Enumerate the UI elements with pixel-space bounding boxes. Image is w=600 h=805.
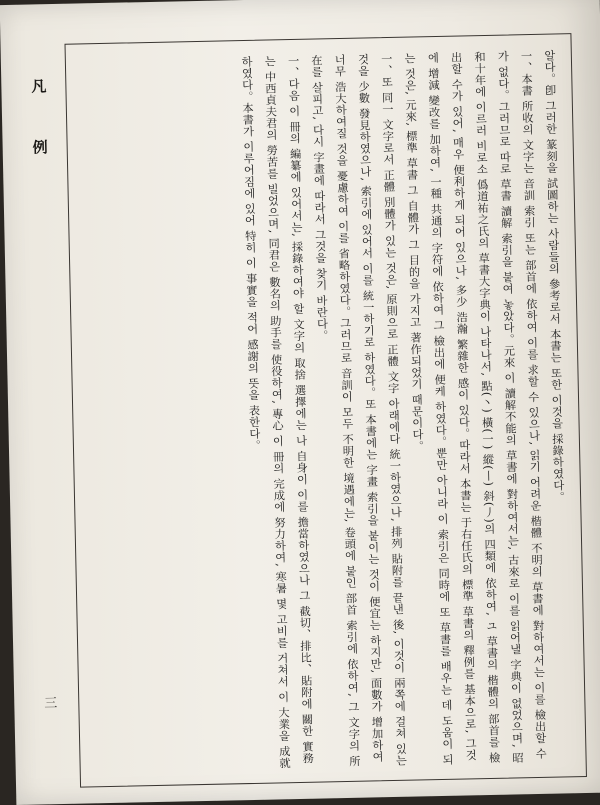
side-title: 凡 例 xyxy=(29,78,50,169)
paragraph-item: 一、本書 所收의 文字는 音訓 索引 또는 部首에 依하여 이를 求할 수 있으나, 읽기 어려운 楷體 不明의 草書에 對하여서는 이를 檢出할 수가 없다。그러므로 따로 草書 讀解 索引을 붙여 놓았다。元來 이 讀解不能의 草書에 對하여서는, 古來로 이를 읽어낼 字典이 없었으며, 昭和十年에 이르러 비로소 僞道祐之氏의 草書大字典이 나타나서, 點(丶) 橫(一) 縱(丨) 斜(丿)의 四類에 依하여, ユ 草書의 楷體의 部首를 檢出할 수가 있어, 매우 便利하게 되어 있으나, 多少 浩瀚 繁雜한 感이 있다。따라서 本書는 于右任氏의 標準 草書의 釋例를 基本으로, 그것에 增減 變改를 加하여, 一種 共通의 字符에 依하여 그 檢出에 便케 하였다。뿐만 아니라 이 索引은 同時에 또 草書를 배우는 데 도움이 되는 것은, 元來, 標準 草書 그 自體가 그 目的을 가지고 著作되었기 때문이다。 xyxy=(402,49,548,766)
paragraph-item: 一、다음 이 冊의 編纂에 있어서는, 採錄하여야 할 文字의 取捨 選擇에는 나 自身이 이를 擔當하였으나 그 截切、排比、貼附에 關한 實務는 中西貞夫君의 勞苦를 빌었으며, 同君은 數名의 助手를 使役하여, 專心 이 冊의 完成에 努力하여, 寒暑 몇 고비를 거쳐서 이 大業을 成就하였다。本書가 이루어짐에 있어 特히 이 事實을 적어 感謝의 뜻을 表한다。 xyxy=(239,54,315,769)
paragraph-continuation: 알다。卽 그러한 篆刻을 試圖하는 사람들의 參考로서 本書는 또한 이것을 採錄하였다。 xyxy=(542,49,566,503)
page-number: 三 xyxy=(44,696,58,712)
vertical-text-body xyxy=(79,49,576,775)
paragraph-item: 一、또 同一 文字로서 正體 別體가 있는 것은, 原則으로 正體 文字 아래에다 統一하였으나, 排列 貼附를 끝낸 後, 이것이 兩쪽에 걸쳐 있는 것을 少數 發見하였으나, 索引에 있어서 이를 統一하기로 하였다。또 本書에는 字畫 索引을 붙이는 것이 便宜는 하지만, 面數가 增加하여 너무 浩大하여질 것을 憂慮하여 이를 省略하였다。그러므로 音訓이 모두 不明한 境遇에는, 卷頭에 붙인 部首 索引에 依하여, 그 文字의 所在를 살피고, 다시 字畫에 따라서 그것을 찾기 바란다。 xyxy=(309,52,408,768)
